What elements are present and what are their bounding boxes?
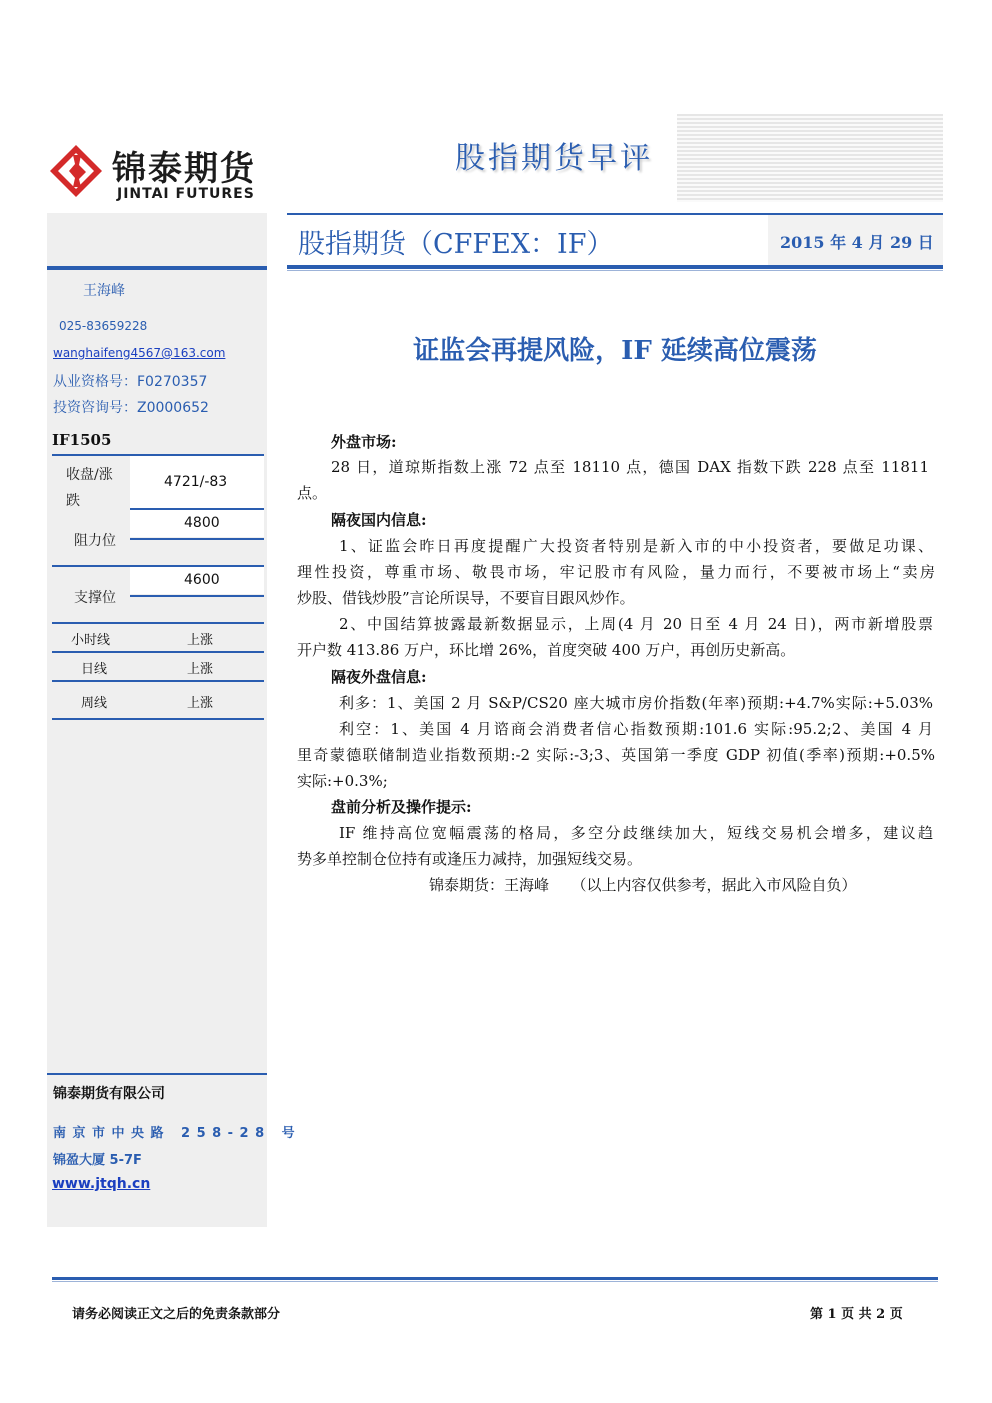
quote-value-resistance: 4800 <box>184 515 220 531</box>
paragraph-line: 里奇蒙德联储制造业指数预期:-2 实际:-3;3、英国第一季度 GDP 初值(季率)预期:+0.5% <box>297 746 935 764</box>
quote-table-border <box>130 595 264 597</box>
section-title-foreign: 隔夜外盘信息: <box>331 668 427 686</box>
brand-name-en: JINTAI FUTURES <box>117 186 255 202</box>
paragraph-line: 炒股、借钱炒股”言论所误导，不要盲目跟风炒作。 <box>297 589 635 607</box>
quote-label-support: 支撑位 <box>74 590 116 606</box>
paragraph-line: 开户数 413.86 万户，环比增 26%，首度突破 400 万户，再创历史新高。 <box>297 641 796 659</box>
header-stripe-decoration <box>677 114 943 202</box>
quote-label-daily: 日线 <box>81 662 108 677</box>
paragraph-line: 点。 <box>297 484 328 502</box>
paragraph-line: 28 日，道琼斯指数上涨 72 点至 18110 点，德国 DAX 指数下跌 228 点至 11811 <box>331 458 929 476</box>
section-title-overseas: 外盘市场: <box>331 433 397 451</box>
page-number: 第 1 页 共 2 页 <box>810 1307 903 1322</box>
analyst-phone: 025-83659228 <box>59 319 148 333</box>
quote-value-hourly: 上涨 <box>187 633 214 648</box>
report-category: 股指期货（CFFEX：IF） <box>298 229 614 260</box>
paragraph-line: 1、证监会昨日再度提醒广大投资者特别是新入市的中小投资者，要做足功课、 <box>339 537 933 555</box>
advisory-cert-number: 投资咨询号：Z0000652 <box>53 400 209 416</box>
quote-label-hourly: 小时线 <box>71 633 111 648</box>
report-type-title: 股指期货早评 <box>455 141 653 176</box>
signature-line: 锦泰期货：王海峰 （以上内容仅供参考，据此入市风险自负） <box>429 876 857 894</box>
paragraph-line: 2、中国结算披露最新数据显示，上周(4 月 20 日至 4 月 24 日)，两市新增股票 <box>339 615 933 633</box>
analyst-name: 王海峰 <box>83 283 125 299</box>
section-title-analysis: 盘前分析及操作提示: <box>331 798 472 816</box>
quote-label-weekly: 周线 <box>81 696 108 711</box>
sidebar-divider <box>47 266 267 270</box>
paragraph-line: 势多单控制仓位持有或逢压力减持，加强短线交易。 <box>297 850 643 868</box>
quote-label-close: 收盘/涨跌 <box>66 467 113 509</box>
quote-value-weekly: 上涨 <box>187 696 214 711</box>
brand-name-cn: 锦泰期货 <box>112 149 256 189</box>
analyst-email-link[interactable]: wanghaifeng4567@163.com <box>53 346 226 360</box>
contract-code: IF1505 <box>52 431 112 449</box>
paragraph-line: 理性投资，尊重市场、敬畏市场，牢记股市有风险，量力而行，不要被市场上“卖房 <box>297 563 935 581</box>
company-website-link[interactable]: www.jtqh.cn <box>52 1176 151 1192</box>
footer-disclaimer: 请务必阅读正文之后的免责条款部分 <box>72 1307 281 1322</box>
quote-table-border <box>130 538 264 540</box>
company-address-line2: 锦盈大厦 5-7F <box>53 1153 142 1168</box>
company-logo-icon <box>50 145 102 197</box>
company-address-line1: 南京市中央路 258-28 号 <box>53 1126 302 1141</box>
company-name: 锦泰期货有限公司 <box>53 1086 165 1102</box>
quote-value-support: 4600 <box>184 572 220 588</box>
footer-rule <box>52 1277 938 1280</box>
footer-rule-thin <box>52 1281 938 1282</box>
report-date: 2015 年 4 月 29 日 <box>780 233 934 252</box>
quote-value-daily: 上涨 <box>187 662 214 677</box>
paragraph-line: 利空：1、美国 4 月谘商会消费者信心指数预期:101.6 实际:95.2;2、美国 4 月 <box>339 720 933 738</box>
company-divider <box>47 1073 267 1075</box>
paragraph-line: 利多：1、美国 2 月 S&P/CS20 座大城市房价指数(年率)预期:+4.7%实际:+5.03% <box>339 694 933 712</box>
article-headline: 证监会再提风险，IF 延续高位震荡 <box>413 336 817 366</box>
paragraph-line: 实际:+0.3%; <box>297 772 388 790</box>
quote-label-resistance: 阻力位 <box>74 533 116 549</box>
quote-table-border <box>52 622 264 624</box>
quote-table-border <box>52 718 264 720</box>
section-title-domestic: 隔夜国内信息: <box>331 511 427 529</box>
paragraph-line: IF 维持高位宽幅震荡的格局，多空分歧继续加大，短线交易机会增多，建议趋 <box>339 824 933 842</box>
header-bottom-rule-thin <box>287 270 943 271</box>
header-bottom-rule <box>287 265 943 269</box>
quote-table-border <box>52 680 264 682</box>
quote-value-close: 4721/-83 <box>164 474 228 490</box>
quote-table-border <box>52 651 264 653</box>
practice-cert-number: 从业资格号：F0270357 <box>53 374 208 390</box>
